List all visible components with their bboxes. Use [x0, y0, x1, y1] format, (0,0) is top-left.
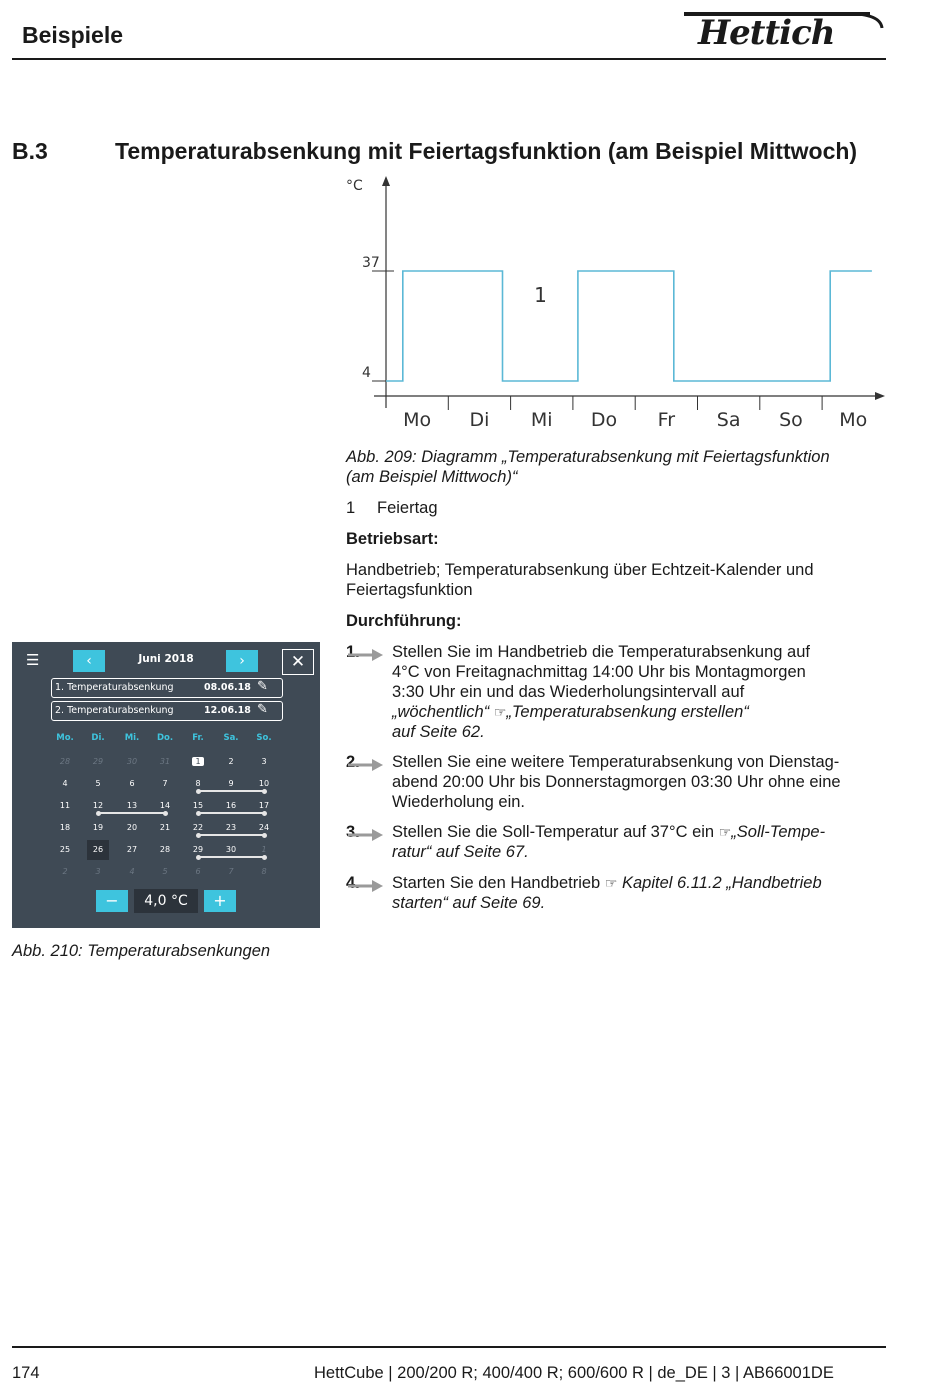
temperature-series-line [386, 271, 872, 381]
calendar-day[interactable]: 18 [59, 823, 71, 832]
calendar-day[interactable]: 29 [192, 845, 204, 854]
reduction-entry-1[interactable]: 1. Temperaturabsenkung 08.06.18 ✎ [51, 678, 283, 698]
x-tick-label: So [779, 409, 803, 431]
reduction-marker-line [198, 812, 264, 814]
reduction-marker-dot [262, 789, 267, 794]
operating-mode-heading: Betriebsart: [346, 530, 439, 548]
close-button[interactable] [282, 649, 314, 675]
y-axis-unit: °C [346, 178, 363, 194]
step-1-text: Stellen Sie im Handbetrieb die Temperaturabsenkung auf 4°C von Freitagnachmittag 14:00 Uhr bis Montagmorgen 3:30 Uhr ein und das Wiederholungsintervall auf „wöchentlich“ ☞„Temperaturabsenkung erstellen“ auf Seite 62. [392, 642, 887, 742]
close-icon: ✕ [290, 652, 306, 672]
temperature-display: 4,0 °C [134, 889, 198, 913]
calendar-day[interactable]: 5 [95, 779, 101, 788]
step-arrow-icon [348, 758, 384, 772]
calendar-day[interactable]: 27 [126, 845, 138, 854]
section-title: Temperaturabsenkung mit Feiertagsfunktion (am Beispiel Mittwoch) [115, 138, 858, 164]
calendar-day[interactable]: 3 [95, 867, 101, 876]
x-tick-label: Fr [657, 409, 676, 431]
reduction-marker-dot [262, 811, 267, 816]
calendar-day[interactable]: 30 [225, 845, 237, 854]
step-2-text: Stellen Sie eine weitere Temperaturabsenkung von Dienstag- abend 20:00 Uhr bis Donnerstagmorgen 03:30 Uhr ohne eine Wiederholung ein. [392, 753, 841, 811]
step-3-link[interactable]: „Soll-Tempe- [731, 823, 826, 841]
reduction-marker-dot [196, 811, 201, 816]
calendar-day[interactable]: 1 [261, 845, 267, 854]
reduction-marker-line [198, 856, 264, 858]
calendar-month: Juni 2018 [138, 653, 194, 665]
next-month-button[interactable]: › [226, 650, 258, 672]
calendar-day[interactable]: 6 [195, 867, 201, 876]
hettich-logo [680, 6, 886, 50]
calendar-day[interactable]: 13 [126, 801, 138, 810]
operating-mode-text-line2: Feiertagsfunktion [346, 581, 473, 599]
calendar-day[interactable]: 5 [162, 867, 168, 876]
prev-month-button[interactable]: ‹ [73, 650, 105, 672]
svg-text:Hettich: Hettich [698, 13, 835, 50]
y-tick-label: 37 [362, 255, 380, 271]
reduction-marker-dot [262, 855, 267, 860]
calendar-day[interactable]: 12 [92, 801, 104, 810]
temperature-plus-button[interactable]: + [204, 890, 236, 912]
reduction-marker-dot [262, 833, 267, 838]
step-3-number: 3. [346, 823, 360, 841]
calendar-day[interactable]: 4 [129, 867, 135, 876]
step-arrow-icon [348, 648, 384, 662]
cross-reference-icon: ☞ [718, 824, 732, 840]
reduction-marker-dot [196, 833, 201, 838]
reduction-marker-line [198, 790, 264, 792]
x-tick-label: Sa [716, 409, 741, 431]
weekday-label: Mo. [56, 733, 74, 743]
document-id: HettCube | 200/200 R; 400/400 R; 600/600 R | de_DE | 3 | AB66001DE [314, 1364, 834, 1382]
step-3-page-ref[interactable]: ratur“ auf Seite 67. [392, 843, 529, 861]
reduction-entry-2[interactable]: 2. Temperaturabsenkung 12.06.18 ✎ [51, 701, 283, 721]
reduction-marker-dot [196, 789, 201, 794]
reduction-marker-line [198, 834, 264, 836]
calendar-day[interactable]: 25 [59, 845, 71, 854]
calendar-day[interactable]: 6 [129, 779, 135, 788]
weekday-label: So. [256, 733, 272, 743]
step-3-text: Stellen Sie die Soll-Temperatur auf 37°C ein ☞„Soll-Tempe- ratur“ auf Seite 67. [392, 822, 887, 862]
figure-209-caption-line2: (am Beispiel Mittwoch)“ [346, 468, 518, 486]
calendar-day[interactable]: 31 [159, 757, 171, 766]
calendar-day[interactable]: 21 [159, 823, 171, 832]
operating-mode-text: Handbetrieb; Temperaturabsenkung über Echtzeit-Kalender und [346, 561, 814, 579]
reduction-marker-line [98, 812, 165, 814]
calendar-day[interactable]: 7 [162, 779, 168, 788]
calendar-day[interactable]: 7 [228, 867, 234, 876]
section-number: B.3 [12, 138, 48, 164]
calendar-day[interactable]: 19 [92, 823, 104, 832]
calendar-day[interactable]: 1 [192, 757, 204, 766]
calendar-day[interactable]: 28 [159, 845, 171, 854]
calendar-day[interactable]: 17 [258, 801, 270, 810]
calendar-day[interactable]: 10 [258, 779, 270, 788]
weekday-label: Fr. [192, 733, 204, 743]
calendar-day[interactable]: 22 [192, 823, 204, 832]
calendar-day[interactable]: 9 [228, 779, 234, 788]
reduction-marker-dot [163, 811, 168, 816]
calendar-day[interactable]: 4 [62, 779, 68, 788]
header-section-title: Beispiele [22, 22, 123, 48]
x-tick-label: Do [590, 409, 618, 431]
calendar-day[interactable]: 15 [192, 801, 204, 810]
footer-rule [12, 1346, 886, 1348]
device-calendar-screen [12, 642, 320, 928]
y-axis-arrow [382, 176, 390, 186]
step-1-interval: „wöchentlich“ [392, 703, 490, 721]
step-arrow-icon [348, 879, 384, 893]
step-1-page-ref[interactable]: auf Seite 62. [392, 723, 485, 741]
x-tick-label: Mi [530, 409, 553, 431]
x-axis-arrow [875, 392, 885, 400]
calendar-day[interactable]: 11 [59, 801, 71, 810]
edit-pencil-icon[interactable]: ✎ [257, 702, 268, 717]
step-4-text: Starten Sie den Handbetrieb ☞ Kapitel 6.11.2 „Handbetrieb starten“ auf Seite 69. [392, 873, 887, 913]
weekday-label: Sa. [223, 733, 239, 743]
x-tick-label: Mo [839, 409, 868, 431]
weekday-label: Mi. [124, 733, 140, 743]
calendar-day[interactable]: 16 [225, 801, 237, 810]
calendar-day[interactable]: 2 [228, 757, 234, 766]
edit-pencil-icon[interactable]: ✎ [257, 679, 268, 694]
calendar-day[interactable]: 24 [258, 823, 270, 832]
temperature-minus-button[interactable]: − [96, 890, 128, 912]
x-tick-label: Mo [403, 409, 432, 431]
calendar-day[interactable]: 14 [159, 801, 171, 810]
header-rule [12, 58, 886, 60]
calendar-day[interactable]: 23 [225, 823, 237, 832]
cross-reference-icon: ☞ [604, 875, 618, 891]
calendar-day[interactable]: 2 [62, 867, 68, 876]
calendar-day[interactable]: 30 [126, 757, 138, 766]
reduction-marker-dot [196, 855, 201, 860]
step-4-link[interactable]: Kapitel 6.11.2 „Handbetrieb [621, 874, 822, 892]
calendar-day[interactable]: 29 [92, 757, 104, 766]
temperature-chart [340, 170, 890, 440]
weekday-label: Do. [156, 733, 174, 743]
step-4-page-ref[interactable]: starten“ auf Seite 69. [392, 894, 546, 912]
y-tick-label: 4 [362, 365, 371, 381]
step-2-number: 2. [346, 753, 360, 771]
calendar-day[interactable]: 3 [261, 757, 267, 766]
reduction-marker-dot [96, 811, 101, 816]
calendar-day[interactable]: 28 [59, 757, 71, 766]
legend-text: Feiertag [377, 499, 438, 517]
x-tick-label: Di [469, 409, 490, 431]
legend-number: 1 [346, 499, 356, 517]
weekday-label: Di. [91, 733, 105, 743]
step-arrow-icon [348, 828, 384, 842]
procedure-heading: Durchführung: [346, 612, 462, 630]
menu-icon[interactable]: ☰ [26, 651, 40, 669]
step-4-number: 4. [346, 874, 360, 892]
page-number: 174 [12, 1364, 40, 1382]
figure-210-caption: Abb. 210: Temperaturabsenkungen [12, 942, 271, 960]
figure-209-caption: Abb. 209: Diagramm „Temperaturabsenkung mit Feiertagsfunktion [346, 448, 830, 466]
cross-reference-icon: ☞ [493, 704, 507, 720]
holiday-annotation: 1 [534, 283, 547, 307]
calendar-day[interactable]: 26 [87, 840, 109, 860]
calendar-day[interactable]: 20 [126, 823, 138, 832]
calendar-day[interactable]: 8 [261, 867, 267, 876]
step-1-link[interactable]: „Temperaturabsenkung erstellen“ [506, 703, 749, 721]
calendar-day[interactable]: 8 [195, 779, 201, 788]
step-1-number: 1. [346, 643, 360, 661]
